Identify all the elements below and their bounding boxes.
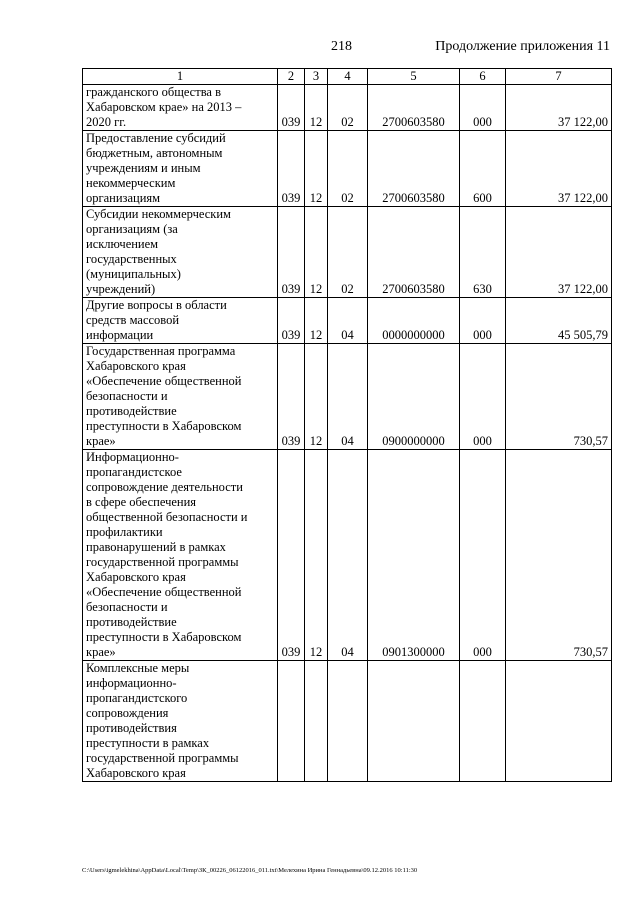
cell-c7: 37 122,00: [506, 85, 612, 131]
description-line: Хабаровского края: [86, 766, 186, 780]
description-line: правонарушений в рамках: [86, 540, 226, 554]
description-line: Другие вопросы в области: [86, 298, 227, 312]
description-line: Хабаровском крае» на 2013 –: [86, 100, 242, 114]
cell-c4: 04: [328, 450, 368, 661]
description-line: преступности в Хабаровском: [86, 419, 242, 433]
description-line: гражданского общества в: [86, 85, 222, 99]
row-description: [83, 207, 278, 298]
table-header-row: [83, 69, 612, 85]
description-line: преступности в рамках: [86, 736, 210, 750]
description-line: информационно-: [86, 676, 177, 690]
cell-c6: 600: [460, 131, 506, 207]
column-header: 1: [83, 69, 278, 85]
cell-c6: 000: [460, 344, 506, 450]
description-line: Государственная программа: [86, 344, 236, 358]
cell-c4: 02: [328, 207, 368, 298]
table-row: [83, 450, 612, 661]
cell-c6: 000: [460, 298, 506, 344]
description-line: преступности в Хабаровском: [86, 630, 242, 644]
description-line: безопасности и: [86, 600, 168, 614]
description-line: безопасности и: [86, 389, 168, 403]
cell-c7: 37 122,00: [506, 131, 612, 207]
description-line: сопровождение деятельности: [86, 480, 243, 494]
description-line: «Обеспечение общественной: [86, 374, 242, 388]
cell-c2: 039: [278, 298, 305, 344]
cell-c4: 04: [328, 298, 368, 344]
cell-c5: 0901300000: [368, 450, 460, 661]
row-description: [83, 661, 278, 782]
description-line: в сфере обеспечения: [86, 495, 197, 509]
cell-c3: 12: [305, 298, 328, 344]
table-body: [83, 69, 612, 782]
description-line: (муниципальных): [86, 267, 181, 281]
column-header: 2: [278, 69, 305, 85]
budget-table: [82, 68, 612, 782]
cell-c7: 45 505,79: [506, 298, 612, 344]
cell-c3: 12: [305, 207, 328, 298]
cell-c5: 0000000000: [368, 298, 460, 344]
description-line: государственной программы: [86, 555, 239, 569]
table-row: [83, 661, 612, 782]
column-header: 7: [506, 69, 612, 85]
table-row: [83, 344, 612, 450]
description-line: некоммерческим: [86, 176, 176, 190]
description-line: сопровождения: [86, 706, 169, 720]
row-description: [83, 131, 278, 207]
table-row: [83, 298, 612, 344]
cell-c2: 039: [278, 344, 305, 450]
page-header-title: Продолжение приложения 11: [435, 39, 610, 54]
cell-c7: 37 122,00: [506, 207, 612, 298]
description-line: «Обеспечение общественной: [86, 585, 242, 599]
description-line: учреждений): [86, 282, 156, 296]
cell-c2: [278, 661, 305, 782]
cell-c2: 039: [278, 131, 305, 207]
cell-c3: 12: [305, 131, 328, 207]
description-line: профилактики: [86, 525, 163, 539]
page-number: 218: [331, 39, 352, 54]
description-line: государственной программы: [86, 751, 239, 765]
cell-c5: 2700603580: [368, 85, 460, 131]
cell-c5: 2700603580: [368, 207, 460, 298]
description-line: противодействия: [86, 721, 177, 735]
column-header: 3: [305, 69, 328, 85]
cell-c4: 02: [328, 131, 368, 207]
cell-c4: [328, 661, 368, 782]
cell-c2: 039: [278, 450, 305, 661]
description-line: учреждениям и иным: [86, 161, 201, 175]
description-line: пропагандистского: [86, 691, 188, 705]
description-line: Комплексные меры: [86, 661, 190, 675]
cell-c4: 02: [328, 85, 368, 131]
description-line: Хабаровского края: [86, 570, 186, 584]
cell-c5: 0900000000: [368, 344, 460, 450]
description-line: средств массовой: [86, 313, 180, 327]
description-line: 2020 гг.: [86, 115, 127, 129]
description-line: бюджетным, автономным: [86, 146, 223, 160]
description-line: организациям: [86, 191, 161, 205]
column-header: 6: [460, 69, 506, 85]
cell-c3: 12: [305, 450, 328, 661]
column-header: 5: [368, 69, 460, 85]
description-line: Хабаровского края: [86, 359, 186, 373]
description-line: Субсидии некоммерческим: [86, 207, 231, 221]
footer-file-path: C:\Users\igmelekhina\AppData\Local\Temp\ЗК_00226_06122016_011.txt\Мелехина Ирина Геннадьевна\09.12.2016 10:11:30: [82, 867, 418, 874]
column-header: 4: [328, 69, 368, 85]
description-line: организациям (за: [86, 222, 178, 236]
cell-c5: 2700603580: [368, 131, 460, 207]
cell-c3: 12: [305, 344, 328, 450]
description-line: информации: [86, 328, 154, 342]
description-line: крае»: [86, 645, 116, 659]
cell-c2: 039: [278, 207, 305, 298]
description-line: государственных: [86, 252, 177, 266]
cell-c6: 000: [460, 85, 506, 131]
row-description: [83, 85, 278, 131]
row-description: [83, 298, 278, 344]
description-line: общественной безопасности и: [86, 510, 248, 524]
table-row: [83, 85, 612, 131]
cell-c7: 730,57: [506, 344, 612, 450]
description-line: пропагандистское: [86, 465, 182, 479]
cell-c2: 039: [278, 85, 305, 131]
cell-c4: 04: [328, 344, 368, 450]
cell-c3: [305, 661, 328, 782]
cell-c3: 12: [305, 85, 328, 131]
row-description: [83, 450, 278, 661]
table-row: [83, 207, 612, 298]
cell-c6: 630: [460, 207, 506, 298]
description-line: Предоставление субсидий: [86, 131, 226, 145]
row-description: [83, 344, 278, 450]
cell-c7: 730,57: [506, 450, 612, 661]
cell-c5: [368, 661, 460, 782]
table-row: [83, 131, 612, 207]
description-line: противодействие: [86, 404, 177, 418]
cell-c6: [460, 661, 506, 782]
cell-c7: [506, 661, 612, 782]
cell-c6: 000: [460, 450, 506, 661]
description-line: исключением: [86, 237, 159, 251]
description-line: крае»: [86, 434, 116, 448]
description-line: Информационно-: [86, 450, 179, 464]
description-line: противодействие: [86, 615, 177, 629]
